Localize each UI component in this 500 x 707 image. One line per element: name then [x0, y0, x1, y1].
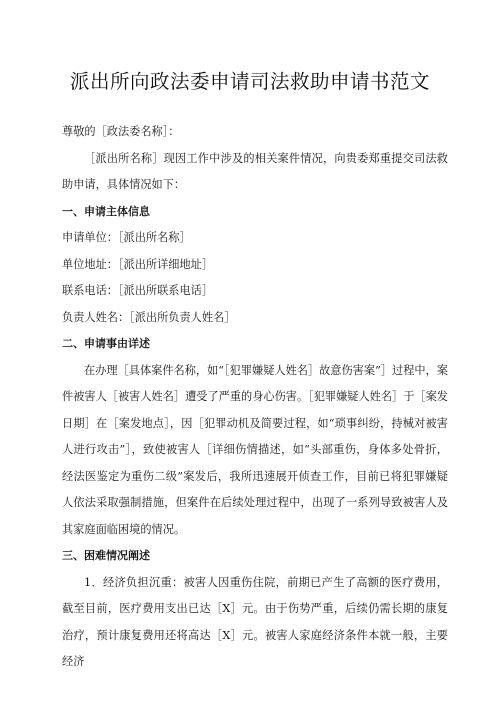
document-title: 派出所向政法委申请司法救助申请书范文 [69, 70, 430, 93]
field-contact-phone: 联系电话：［派出所联系电话］ [62, 284, 214, 297]
reason-paragraph: 在办理［具体案件名称，如“［犯罪嫌疑人姓名］故意伤害案”］过程中，案件被害人［被害人姓名］遭受了严重的身心伤害。［犯罪嫌疑人姓名］于［案发日期］在［案发地点］，因［犯罪动机及简要过程，如“琐事纠纷，持械对被害人进行攻击”］，致使被害人［详细伤情描述，如“头部重伤，身体多处骨折，经法医鉴定为重伤二级”案发后，我所迅速展开侦查工作，目前已将犯罪嫌疑人依法采取强制措施，但案件在后续处理过程中，出现了一系列导致被害人及其家庭面临困境的情况。 [62, 363, 448, 536]
section-heading-difficulties: 三、困难情况阐述 [62, 549, 150, 562]
section-heading-applicant-info: 一、申请主体信息 [62, 204, 150, 218]
field-unit-address: 单位地址：［派出所详细地址］ [62, 257, 214, 271]
document-body [62, 119, 448, 676]
intro-paragraph: ［派出所名称］现因工作中涉及的相关案件情况，向贵委郑重提交司法救助申请，具体情况如下： [62, 151, 448, 191]
field-applicant-unit: 申请单位：［派出所名称］ [62, 231, 191, 244]
section-heading-reason: 二、申请事由详述 [62, 337, 150, 350]
salutation: 尊敬的［政法委名称］： [62, 125, 180, 138]
field-responsible-person: 负责人姓名：［派出所负责人姓名］ [62, 310, 236, 324]
difficulty-item-1: 1．经济负担沉重：被害人因重伤住院，前期已产生了高额的医疗费用，截至目前，医疗费用支出已达［X］元。由于伤势严重，后续仍需长期的康复治疗，预计康复费用还将高达［X］元。被害人家庭经济条件本就一般，主要经济 [62, 575, 448, 668]
